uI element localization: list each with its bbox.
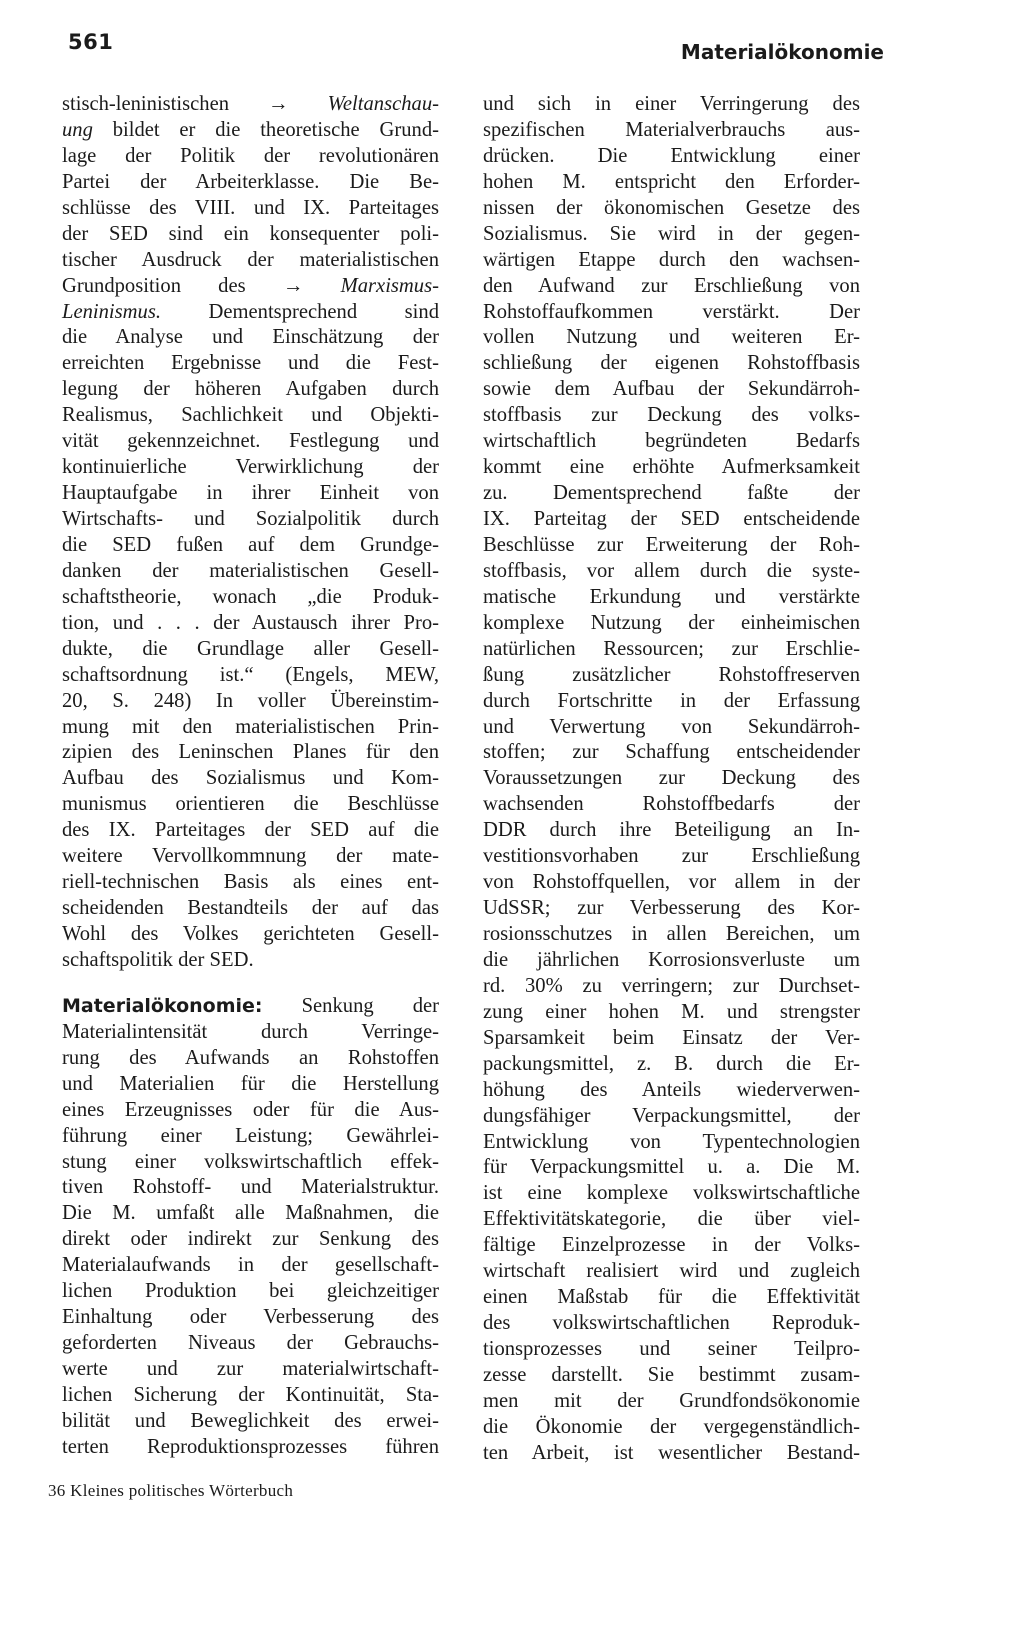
text-line: tionsprozesses und seiner Teilpro- [483, 1338, 860, 1360]
text-line: zung einer hohen M. und strengster [483, 1000, 860, 1023]
text-line: vollen Nutzung und weiteren Er- [483, 326, 860, 349]
text-line [62, 1357, 439, 1383]
text-line [62, 300, 439, 326]
text-line [62, 1046, 439, 1072]
text-line: den Aufwand zur Erschließung von [483, 274, 860, 297]
text-line: ßung zusätzlicher Rohstoffreserven [483, 663, 860, 686]
text-line [62, 1098, 439, 1124]
text-run: schaftstheorie, wonach „die Produk- [62, 585, 439, 608]
text-run: Materialintensität durch Verringe- [62, 1020, 439, 1043]
text-line [62, 1305, 439, 1331]
text-run: mung mit den materialistischen Prin- [62, 715, 439, 738]
text-run: lage der Politik der revolutionären [62, 144, 439, 167]
entry-heading: Materialökonomie: [62, 994, 263, 1017]
text-line: fältige Einzelprozesse in der Volks- [483, 1234, 860, 1257]
text-run: bilität und Beweglichkeit des erwei- [62, 1409, 439, 1432]
text-run: scheidenden Bestandteils der auf das [62, 897, 439, 920]
text-run: tion, und . . . der Austausch ihrer Pro- [62, 611, 439, 634]
text-run: des IX. Parteitages der SED auf die [62, 819, 439, 842]
text-line: matische Erkundung und verstärkte [483, 585, 860, 608]
text-line: die Ökonomie der vergegenständlich- [483, 1415, 860, 1438]
text-line: Sozialismus. Sie wird in der gegen- [483, 222, 860, 245]
text-line [62, 325, 439, 351]
text-line [62, 429, 439, 455]
text-line [62, 1383, 439, 1409]
text-line [62, 896, 439, 922]
text-run: rung des Aufwands an Rohstoffen [62, 1046, 439, 1069]
text-run: Einhaltung oder Verbesserung des [62, 1306, 439, 1329]
text-line: UdSSR; zur Verbesserung des Kor- [483, 897, 860, 920]
text-line [62, 1253, 439, 1279]
text-run: munismus orientieren die Beschlüsse [62, 793, 439, 816]
text-line: Effektivitätskategorie, die über viel- [483, 1208, 860, 1231]
text-run: stisch-leninistischen [62, 93, 269, 115]
text-line: rosionsschutzes in allen Bereichen, um [483, 923, 860, 945]
text-line: komplexe Nutzung der einheimischen [483, 611, 860, 634]
text-line: ist eine komplexe volkswirtschaftliche [483, 1182, 860, 1205]
text-run: schaftsordnung ist.“ (Engels, MEW, [62, 663, 439, 686]
text-line [62, 559, 439, 585]
text-line: nissen der ökonomischen Gesetze des [483, 196, 860, 219]
text-run: erreichten Ergebnisse und die Fest- [62, 352, 439, 375]
text-run: legung der höheren Aufgaben durch [62, 378, 439, 401]
text-line: wärtigen Etappe durch den wachsen- [483, 248, 860, 271]
text-line: zu. Dementsprechend faßte der [483, 482, 860, 505]
text-line: des volkswirtschaftlichen Reproduk- [483, 1312, 860, 1335]
text-line [62, 1020, 439, 1046]
text-run: geforderten Niveaus der Gebrauchs- [62, 1332, 439, 1355]
text-line [62, 1201, 439, 1227]
text-line: die jährlichen Korrosionsverluste um [483, 948, 860, 971]
text-line [62, 248, 439, 274]
text-line: und sich in einer Verringerung des [483, 93, 860, 115]
text-line [62, 1409, 439, 1435]
text-run: Realismus, Sachlichkeit und Objekti- [62, 404, 439, 427]
text-line [62, 870, 439, 896]
text-line: Entwicklung von Typentechnologien [483, 1130, 860, 1153]
text-run: riell-technischen Basis als eines ent- [62, 871, 439, 894]
text-line [62, 403, 439, 429]
text-line [62, 689, 439, 715]
text-line: für Verpackungsmittel u. a. Die M. [483, 1156, 860, 1179]
text-run: lichen Produktion bei gleichzeitiger [62, 1280, 439, 1303]
text-line [62, 663, 439, 689]
text-line: spezifischen Materialverbrauchs aus- [483, 118, 860, 141]
text-line: dungsfähiger Verpackungsmittel, der [483, 1104, 860, 1127]
text-line [62, 1279, 439, 1305]
text-line: sowie dem Aufbau der Sekundärroh- [483, 378, 860, 401]
text-line [62, 792, 439, 818]
text-run: kontinuierliche Verwirklichung der [62, 456, 439, 479]
running-head: Materialökonomie [680, 40, 884, 64]
text-line: rd. 30% zu verringern; zur Durchset- [483, 974, 860, 997]
text-line [62, 994, 439, 1020]
arrow-glyph: → [282, 274, 341, 297]
text-run: bildet er die theoretische Grund- [92, 118, 439, 141]
text-line [62, 818, 439, 844]
text-line [62, 455, 439, 481]
text-run: werte und zur materialwirtschaft- [62, 1358, 439, 1380]
text-run: tiven Rohstoff- und Materialstruktur. [62, 1176, 439, 1199]
text-line: vestitionsvorhaben zur Erschließung [483, 845, 860, 868]
text-run: stung einer volkswirtschaftlich effek- [62, 1150, 439, 1173]
text-run: Materialaufwands in der gesellschaft- [62, 1254, 439, 1277]
arrow-glyph: → [268, 93, 328, 115]
text-run: die SED fußen auf dem Grundge- [62, 533, 439, 556]
paragraph-gap [62, 974, 439, 994]
text-line: und Verwertung von Sekundärroh- [483, 715, 860, 738]
text-line [62, 637, 439, 663]
text-line: drücken. Die Entwicklung einer [483, 144, 860, 167]
text-line [62, 1150, 439, 1176]
text-line: DDR durch ihre Beteiligung an In- [483, 819, 860, 842]
text-line [62, 611, 439, 637]
text-run: Die M. umfaßt alle Maßnahmen, die [62, 1202, 439, 1225]
text-line [62, 1435, 439, 1461]
text-run: führung einer Leistung; Gewährlei- [62, 1124, 439, 1147]
text-line: höhung des Anteils wiederverwen- [483, 1078, 860, 1101]
text-line [62, 844, 439, 870]
text-line [62, 507, 439, 533]
text-line [62, 922, 439, 948]
text-line: wachsenden Rohstoffbedarfs der [483, 793, 860, 816]
text-line: Rohstoffaufkommen verstärkt. Der [483, 300, 860, 323]
text-line [62, 481, 439, 507]
footer-line: 36 Kleines politisches Wörterbuch [48, 1481, 294, 1500]
text-line [62, 1331, 439, 1357]
text-run: tischer Ausdruck der materialistischen [62, 248, 439, 271]
text-run: direkt oder indirekt zur Senkung des [62, 1228, 439, 1251]
text-line [62, 1227, 439, 1253]
text-run: zipien des Leninschen Planes für den [62, 741, 439, 764]
text-line: stoffen; zur Schaffung entscheidender [483, 741, 860, 764]
text-line: IX. Parteitag der SED entscheidende [483, 508, 860, 530]
text-run: danken der materialistischen Gesell- [62, 559, 439, 582]
left-column [62, 92, 439, 1461]
text-line: hohen M. entspricht den Erforder- [483, 170, 860, 193]
text-run: der SED sind ein konsequenter poli- [62, 222, 439, 245]
text-line: Sparsamkeit beim Einsatz der Ver- [483, 1026, 860, 1049]
text-line: Beschlüsse zur Erweiterung der Roh- [483, 533, 860, 556]
right-column [483, 92, 860, 1467]
text-run: und Materialien für die Herstellung [62, 1072, 439, 1095]
text-line [62, 274, 439, 300]
text-line [62, 533, 439, 559]
text-run: eines Erzeugnisses oder für die Aus- [62, 1098, 439, 1121]
text-line [62, 1175, 439, 1201]
text-run: weitere Vervollkommnung der mate- [62, 845, 439, 868]
text-run: Partei der Arbeiterklasse. Die Be- [62, 170, 439, 193]
text-line: kommt eine erhöhte Aufmerksamkeit [483, 456, 860, 479]
text-run: vität gekennzeichnet. Festlegung und [62, 430, 439, 453]
text-line [62, 740, 439, 766]
text-run: schlüsse des VIII. und IX. Parteitages [62, 196, 439, 219]
text-line: Voraussetzungen zur Deckung des [483, 767, 860, 790]
page-number: 561 [68, 30, 114, 54]
text-line [62, 351, 439, 377]
text-line: ten Arbeit, ist wesentlicher Bestand- [483, 1441, 860, 1464]
text-run: Wirtschafts- und Sozialpolitik durch [62, 508, 439, 530]
text-line: packungsmittel, z. B. durch die Er- [483, 1052, 860, 1075]
text-run: schaftspolitik der SED. [62, 948, 254, 971]
text-line [62, 118, 439, 144]
text-run: Senkung der [262, 994, 439, 1017]
text-line [62, 377, 439, 403]
text-line: zesse darstellt. Sie bestimmt zusam- [483, 1363, 860, 1386]
text-run: Hauptaufgabe in ihrer Einheit von [62, 482, 439, 505]
cross-reference: Marxismus- [340, 274, 439, 297]
text-line: wirtschaftlich begründeten Bedarfs [483, 430, 860, 453]
text-line: wirtschaft realisiert wird und zugleich [483, 1260, 860, 1283]
text-run: terten Reproduktionsprozesses führen [62, 1435, 439, 1458]
text-line: men mit der Grundfondsökonomie [483, 1389, 860, 1412]
cross-reference: ung [62, 118, 93, 141]
text-run: Dementsprechend sind [160, 300, 439, 323]
text-run: die Analyse und Einschätzung der [62, 326, 439, 349]
text-run: 20, S. 248) In voller Übereinstim- [62, 689, 439, 712]
text-line [62, 196, 439, 222]
text-run: Grundposition des [62, 274, 283, 297]
text-run: Wohl des Volkes gerichteten Gesell- [62, 923, 439, 945]
text-line: natürlichen Ressourcen; zur Erschlie- [483, 637, 860, 660]
text-line: durch Fortschritte in der Erfassung [483, 689, 860, 712]
text-line: stoffbasis zur Deckung des volks- [483, 404, 860, 427]
text-line [62, 585, 439, 611]
text-line [62, 1124, 439, 1150]
cross-reference: Leninismus. [62, 300, 161, 323]
text-line: von Rohstoffquellen, vor allem in der [483, 871, 860, 894]
text-run: lichen Sicherung der Kontinuität, Sta- [62, 1383, 439, 1406]
text-line: einen Maßstab für die Effektivität [483, 1286, 860, 1309]
text-line: schließung der eigenen Rohstoffbasis [483, 352, 860, 375]
text-run: dukte, die Grundlage aller Gesell- [62, 637, 439, 660]
text-line [62, 170, 439, 196]
text-run: Aufbau des Sozialismus und Kom- [62, 767, 439, 790]
text-line [62, 715, 439, 741]
text-line [62, 92, 439, 118]
text-line [62, 222, 439, 248]
text-line: stoffbasis, vor allem durch die syste- [483, 559, 860, 582]
text-line [62, 766, 439, 792]
text-line [62, 144, 439, 170]
text-line [62, 948, 439, 974]
cross-reference: Weltanschau- [327, 93, 439, 115]
text-line [62, 1072, 439, 1098]
